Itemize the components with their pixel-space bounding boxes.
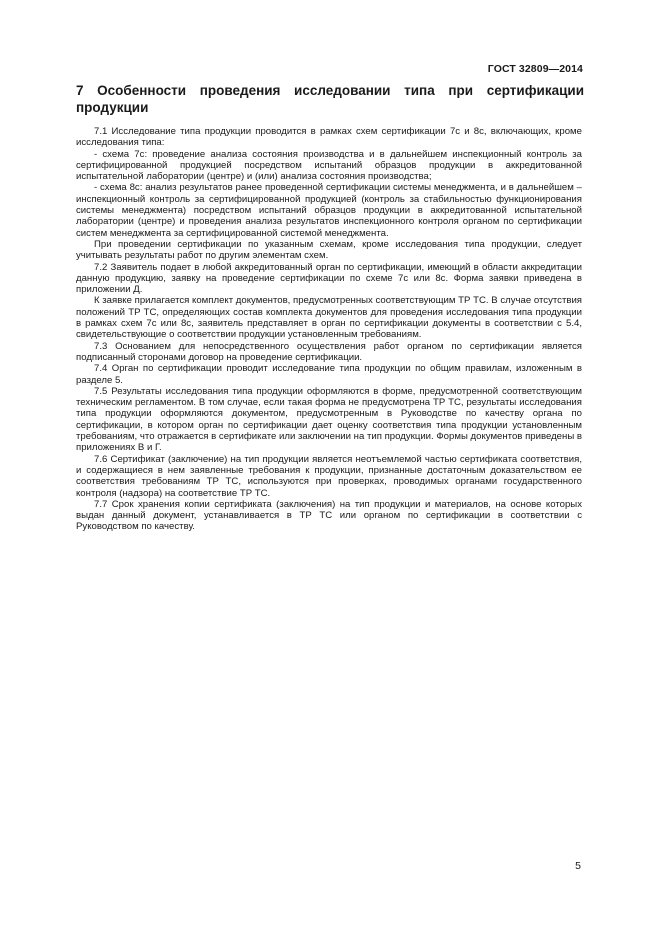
paragraph-7-6: 7.6 Сертификат (заключение) на тип продукции является неотъемлемой частью сертификата соответствия, и содержащиеся в нем заявленные требования к продукции, признанные достаточным доказательством ее соответствия требованиям ТР ТС, используются при проверках, проводимых органами государственного контроля (надзора) на соответствие ТР ТС. (76, 453, 582, 499)
document-code: ГОСТ 32809—2014 (487, 63, 583, 75)
paragraph-7-7: 7.7 Срок хранения копии сертификата (заключения) на тип продукции и материалов, на основе которых выдан данный документ, устанавливается в ТР ТС или органом по сертификации в соответствии с Руководством по качеству. (76, 498, 582, 533)
section-body (76, 126, 582, 533)
paragraph-documents: К заявке прилагается комплект документов, предусмотренных соответствующим ТР ТС. В случае отсутствия положений ТР ТС, определяющих состав комплекта документов для проведения исследования типа продукции в рамках схем 7с или 8с, заявитель представляет в орган по сертификации документы в соответствии с 5.4, свидетельствующие о соответствии продукции установленным требованиям. (76, 295, 582, 341)
paragraph-7-2: 7.2 Заявитель подает в любой аккредитованный орган по сертификации, имеющий в области аккредитации данную продукцию, заявку на проведение сертификации по схеме 7с или 8с. Форма заявки приведена в приложении Д. (76, 261, 582, 296)
paragraph-7-4: 7.4 Орган по сертификации проводит исследование типа продукции по общим правилам, изложенным в разделе 5. (76, 363, 582, 386)
paragraph-7-3: 7.3 Основанием для непосредственного осуществления работ органом по сертификации является подписанный сторонами договор на проведение сертификации. (76, 340, 582, 363)
paragraph-7-5: 7.5 Результаты исследования типа продукции оформляются в форме, предусмотренной соответствующим техническим регламентом. В том случае, если такая форма не предусмотрена ТР ТС, результаты исследования типа продукции оформляются документом, предусмотренным в Руководстве по качеству органа по сертификации, в котором орган по сертификации дает оценку соответствия типа продукции установленным требованиям, что отражается в сертификате или заключении на тип продукции. Формы документов приведены в приложениях В и Г. (76, 385, 582, 454)
list-item-scheme-8c: - схема 8с: анализ результатов ранее проведенной сертификации системы менеджмента, и в дальнейшем – инспекционный контроль за сертифицированной продукцией (контроль за стабильностью функционирования системы менеджмента) посредством испытаний образцов продукции в аккредитованной испытательной лаборатории (центре) и проведения анализа результатов инспекционного контроля органом по сертификации систем менеджмента за сертифицированной системой менеджмента. (76, 182, 582, 239)
list-item-scheme-7c: - схема 7с: проведение анализа состояния производства и в дальнейшем инспекционный контроль за сертифицированной продукцией посредством испытаний образцов продукции в аккредитованной испытательной лаборатории (центре) и (или) анализа состояния производства; (76, 148, 582, 183)
page-number: 5 (575, 860, 581, 872)
paragraph-7-1: 7.1 Исследование типа продукции проводится в рамках схем сертификации 7с и 8с, включающих, кроме исследования типа: (76, 126, 582, 149)
paragraph-other-elements: При проведении сертификации по указанным схемам, кроме исследования типа продукции, следует учитывать результаты работ по другим элементам схем. (76, 238, 582, 262)
section-title: 7 Особенности проведения исследовании типа при сертификации продукции (76, 83, 584, 115)
